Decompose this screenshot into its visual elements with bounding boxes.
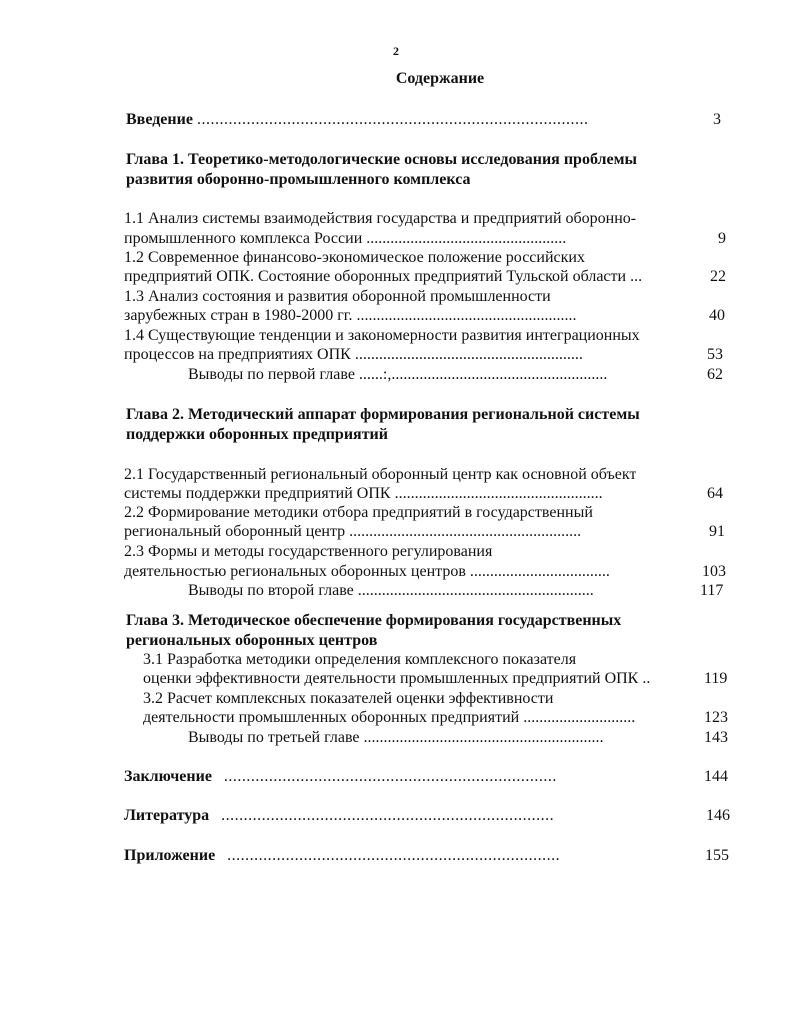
section-1-4-line1: 1.4 Существующие тенденции и закономерности развития интеграционных	[124, 327, 640, 344]
section-2-2-page: 91	[709, 523, 725, 540]
section-1-3-page: 40	[709, 307, 725, 324]
section-2-2-line1: 2.2 Формирование методики отбора предприятий в государственный	[124, 504, 593, 521]
section-1-1-line2: промышленного комплекса России ..................................................	[124, 230, 567, 247]
section-1-2-line2: предприятий ОПК. Состояние оборонных предприятий Тульской области ...	[124, 268, 643, 285]
section-3-1-page: 119	[704, 670, 728, 687]
chapter3-conclusion: Выводы по третьей главе ............................................................	[188, 729, 604, 746]
chapter2-conclusion: Выводы по второй главе ...........................................................	[188, 582, 594, 599]
chapter1-heading-line1: Глава 1. Теоретико-методологические основы исследования проблемы	[126, 151, 638, 168]
chapter2-heading-line2: поддержки оборонных предприятий	[126, 426, 388, 443]
section-2-1-line1: 2.1 Государственный региональный оборонный центр как основной объект	[124, 466, 637, 483]
chapter3-heading-line1: Глава 3. Методическое обеспечение формирования государственных	[126, 612, 622, 629]
section-2-3-line1: 2.3 Формы и методы государственного регулирования	[124, 543, 493, 560]
intro-page: 3	[713, 111, 721, 128]
section-1-4-page: 53	[707, 346, 723, 363]
toc-entry-appendix	[124, 846, 560, 866]
conclusion-label: Заключение	[124, 768, 212, 785]
literature-page: 146	[706, 807, 730, 824]
toc-entry-intro	[126, 110, 588, 130]
chapter3-conclusion-page: 143	[704, 729, 728, 746]
intro-dots: .......................................................................................	[196, 111, 589, 128]
section-1-1-line1: 1.1 Анализ системы взаимодействия государства и предприятий оборонно-	[124, 210, 637, 227]
chapter2-conclusion-page: 117	[700, 582, 724, 599]
literature-dots: ..........................................................................	[221, 807, 555, 824]
section-1-2-page: 22	[710, 268, 726, 285]
appendix-label: Приложение	[124, 847, 216, 864]
page-number: 2	[393, 44, 399, 58]
chapter1-heading-line2: развития оборонно-промышленного комплекса	[126, 171, 471, 188]
section-2-3-line2: деятельностью региональных оборонных центров ...................................	[124, 563, 610, 580]
toc-entry-conclusion	[124, 767, 557, 787]
section-3-1-line2: оценки эффективности деятельности промышленных предприятий ОПК ..	[143, 670, 651, 687]
intro-label: Введение	[126, 111, 193, 128]
section-3-1-line1: 3.1 Разработка методики определения комплексного показателя	[143, 651, 577, 668]
chapter1-conclusion-page: 62	[707, 366, 723, 383]
appendix-dots: ..........................................................................	[227, 847, 561, 864]
section-2-1-page: 64	[707, 485, 723, 502]
chapter1-conclusion: Выводы по первой главе ......:,......................................................	[188, 366, 608, 383]
conclusion-page: 144	[704, 768, 728, 785]
section-2-1-line2: системы поддержки предприятий ОПК ....................................................	[124, 485, 603, 502]
section-3-2-line2: деятельности промышленных оборонных предприятий ............................	[143, 709, 636, 726]
toc-entry-literature	[124, 806, 554, 826]
chapter2-heading-line1: Глава 2. Методический аппарат формирования региональной системы	[126, 406, 640, 423]
appendix-page: 155	[705, 847, 729, 864]
section-1-3-line1: 1.3 Анализ состояния и развития оборонной промышленности	[124, 288, 551, 305]
section-1-1-page: 9	[718, 230, 726, 247]
section-3-2-line1: 3.2 Расчет комплексных показателей оценки эффективности	[143, 690, 554, 707]
section-3-2-page: 123	[704, 709, 728, 726]
literature-label: Литература	[124, 807, 210, 824]
section-2-3-page: 103	[702, 563, 726, 580]
chapter3-heading-line2: региональных оборонных центров	[126, 632, 378, 649]
conclusion-dots: ..........................................................................	[223, 768, 557, 785]
page-title: Содержание	[395, 70, 485, 87]
section-2-2-line2: региональный оборонный центр ..........................................................	[124, 523, 582, 540]
section-1-2-line1: 1.2 Современное финансово-экономическое положение российских	[124, 249, 585, 266]
section-1-3-line2: зарубежных стран в 1980-2000 гг. .......................................................	[124, 307, 577, 324]
section-1-4-line2: процессов на предприятиях ОПК .........................................................	[124, 346, 583, 363]
